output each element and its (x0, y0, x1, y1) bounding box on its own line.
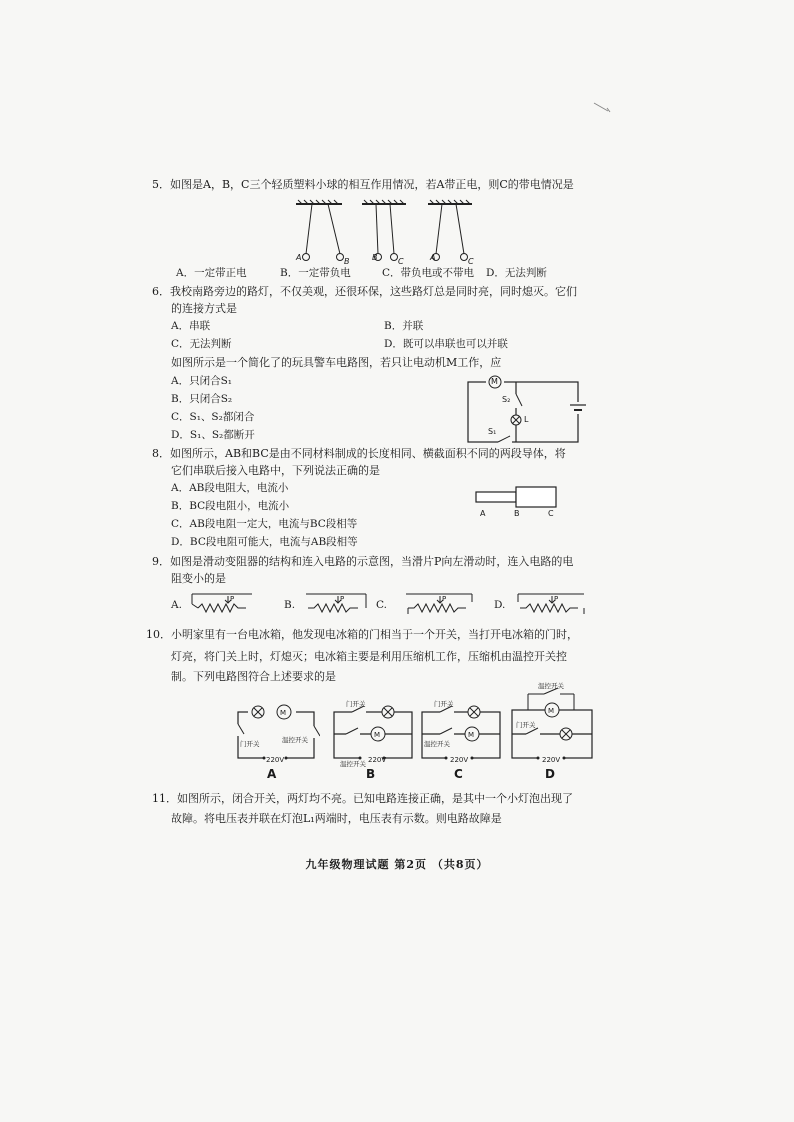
q7-motor-label: M (491, 377, 498, 386)
page-footer: 九年级物理试题 第2页 （共8页） (305, 858, 489, 871)
q9-option-c[interactable]: C. (376, 599, 387, 611)
q9-option-b[interactable]: B. (284, 599, 296, 611)
q9-rheostat-a (188, 590, 260, 616)
pencil-mark (592, 100, 612, 114)
q6-stem-line2: 的连接方式是 (171, 302, 237, 315)
q8-stem-line2: 它们串联后接入电路中，下列说法正确的是 (171, 464, 380, 477)
q10-option-c[interactable]: C (454, 767, 463, 781)
q9-rheostat-d (512, 590, 594, 616)
q9-stem-line1: 9．如图是滑动变阻器的结构和连入电路的示意图，当滑片P向左滑动时，连入电路的电 (152, 555, 574, 568)
q10-temp-switch-label: 温控开关 (538, 682, 564, 690)
q6-option-c[interactable]: C．无法判断 (171, 338, 232, 350)
q5-option-d[interactable]: D．无法判断 (486, 267, 547, 279)
q9-slider-label: P (442, 595, 447, 603)
q5-ball-label: B (344, 257, 350, 266)
q6-option-b[interactable]: B．并联 (384, 320, 424, 332)
q10-circuit-b (330, 700, 420, 766)
q10-voltage-label: 220V (266, 756, 285, 764)
q8-option-c[interactable]: C．AB段电阻一定大，电流与BC段相等 (171, 518, 358, 530)
q10-motor-label: M (280, 709, 287, 717)
q9-stem-line2: 阻变小的是 (171, 572, 226, 585)
q8-stem-line1: 8．如图所示，AB和BC是由不同材料制成的长度相同、横截面积不同的两段导体，将 (152, 447, 566, 460)
q5-ball-label: C (468, 257, 474, 266)
q10-voltage-label: 220V (368, 756, 387, 764)
q5-option-b[interactable]: B．一定带负电 (280, 267, 351, 279)
q10-circuit-d (508, 682, 600, 764)
q9-slider-label: P (230, 595, 235, 603)
q7-option-a[interactable]: A．只闭合S₁ (171, 375, 232, 387)
q7-option-d[interactable]: D．S₁、S₂都断开 (171, 429, 255, 441)
q5-ball-label: A (430, 253, 436, 262)
q11-stem-line2: 故障。将电压表并联在灯泡L₁两端时，电压表有示数。则电路故障是 (171, 812, 502, 825)
q10-door-switch-label: 门开关 (240, 740, 260, 748)
q8-option-d[interactable]: D．BC段电阻可能大，电流与AB段相等 (171, 536, 358, 548)
q10-circuit-a (234, 700, 320, 762)
q5-stem: 5．如图是A，B，C三个轻质塑料小球的相互作用情况，若A带正电，则C的带电情况是 (152, 178, 574, 191)
q7-s2-label: S₂ (502, 395, 511, 404)
q10-option-a[interactable]: A (267, 767, 277, 781)
q8-option-b[interactable]: B．BC段电阻小，电流小 (171, 500, 290, 512)
q10-voltage-label: 220V (542, 756, 561, 764)
q9-rheostat-c (400, 590, 482, 616)
q6-stem-line1: 6．我校南路旁边的路灯，不仅美观，还很环保，这些路灯总是同时亮，同时熄灭。它们 (152, 285, 577, 298)
q5-ball-label: C (398, 257, 404, 266)
q9-option-d[interactable]: D. (494, 599, 506, 611)
q8-conductor-figure (474, 486, 564, 518)
q8-option-a[interactable]: A．AB段电阻大，电流小 (171, 482, 289, 494)
q10-option-b[interactable]: B (366, 767, 376, 781)
q10-stem-line1: 10．小明家里有一台电冰箱，他发现电冰箱的门相当于一个开关，当打开电冰箱的门时， (146, 628, 578, 641)
q10-motor-label: M (468, 731, 475, 739)
q10-motor-label: M (374, 731, 381, 739)
q10-motor-label: M (548, 707, 555, 715)
q8-label-a: A (480, 509, 486, 518)
q7-option-b[interactable]: B．只闭合S₂ (171, 393, 233, 405)
q8-label-c: C (548, 509, 554, 518)
q7-s1-label: S₁ (488, 427, 497, 436)
q10-circuit-c (418, 700, 508, 762)
q6-option-a[interactable]: A．串联 (171, 320, 211, 332)
q7-lamp-label: L (524, 415, 529, 424)
q7-option-c[interactable]: C．S₁、S₂都闭合 (171, 411, 255, 423)
q10-stem-line3: 制。下列电路图符合上述要求的是 (171, 670, 336, 683)
q7-circuit-figure (466, 374, 590, 446)
q10-temp-switch-label: 温控开关 (282, 736, 308, 744)
q9-rheostat-b (302, 590, 374, 616)
q8-label-b: B (514, 509, 520, 518)
q10-stem-line2: 灯亮，将门关上时，灯熄灭；电冰箱主要是利用压缩机工作，压缩机由温控开关控 (171, 650, 567, 663)
q10-door-switch-label: 门开关 (434, 700, 454, 708)
q5-ball-label: B (372, 253, 378, 262)
q7-stem: 如图所示是一个简化了的玩具警车电路图，若只让电动机M工作，应 (171, 356, 502, 369)
q5-option-a[interactable]: A．一定带正电 (176, 267, 247, 279)
q9-slider-label: P (340, 595, 345, 603)
q9-slider-label: P (554, 595, 559, 603)
q5-option-c[interactable]: C．带负电或不带电 (382, 267, 475, 279)
q9-option-a[interactable]: A. (171, 599, 182, 611)
q10-option-d[interactable]: D (545, 767, 555, 781)
q10-voltage-label: 220V (450, 756, 469, 764)
q10-door-switch-label: 门开关 (346, 700, 366, 708)
q10-temp-switch-label: 温控开关 (340, 760, 366, 768)
q5-figure (284, 198, 484, 264)
q10-door-switch-label: 门开关 (516, 721, 536, 729)
q11-stem-line1: 11．如图所示，闭合开关，两灯均不亮。已知电路连接正确，是其中一个小灯泡出现了 (152, 792, 573, 805)
q5-ball-label: A (296, 253, 302, 262)
q6-option-d[interactable]: D．既可以串联也可以并联 (384, 338, 508, 350)
q10-temp-switch-label: 温控开关 (424, 740, 450, 748)
